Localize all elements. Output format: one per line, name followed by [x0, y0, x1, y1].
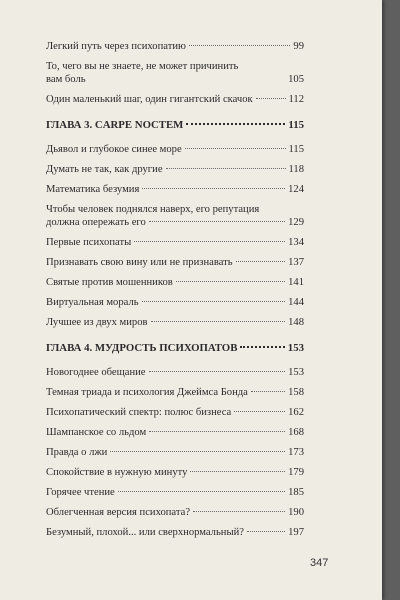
toc-entry-page: 141	[288, 277, 304, 288]
toc-entry-title: Спокойствие в нужную минуту	[46, 467, 188, 478]
toc-entry-title: Лучшее из двух миров	[46, 317, 148, 328]
dot-leader	[186, 123, 285, 125]
toc-entry-page: 148	[288, 317, 304, 328]
toc-entry-title: Первые психопаты	[46, 237, 132, 248]
toc-entry-title: Думать не так, как другие	[46, 164, 163, 175]
toc-entry	[46, 143, 304, 163]
toc-entry-page: 105	[288, 74, 304, 85]
toc-entry	[46, 256, 304, 276]
toc-entry-title: Виртуальная мораль	[46, 297, 139, 308]
chapter-heading	[46, 119, 304, 135]
toc-entry	[46, 526, 304, 546]
toc-entry-title-line2: должна опережать его	[46, 217, 146, 228]
dot-leader	[134, 241, 285, 242]
chapter-page: 115	[288, 119, 304, 131]
toc-entry-title: Легкий путь через психопатию	[46, 41, 186, 52]
toc-entry	[46, 366, 304, 386]
toc-entry-page: 144	[288, 297, 304, 308]
toc-entry	[46, 486, 304, 506]
toc-entry	[46, 296, 304, 316]
toc-entry	[46, 406, 304, 426]
toc-entry-title-line1: Чтобы человек поднялся наверх, его репутация	[46, 204, 260, 215]
dot-leader	[118, 491, 285, 492]
toc-entry-page: 179	[288, 467, 304, 478]
toc-entry-page: 112	[288, 94, 304, 105]
dot-leader	[176, 281, 285, 282]
toc-entry-title-line2: вам боль	[46, 74, 86, 85]
dot-leader	[251, 391, 285, 392]
toc-entry-page: 99	[293, 41, 304, 52]
toc-entry-page: 124	[288, 184, 304, 195]
toc-entry-page: 118	[288, 164, 304, 175]
toc-entry-page: 137	[288, 257, 304, 268]
toc-entry-page: 129	[288, 217, 304, 228]
toc-entry	[46, 276, 304, 296]
dot-leader	[110, 451, 285, 452]
toc-entry-title: Дьявол и глубокое синее море	[46, 144, 182, 155]
toc-entry-title: Святые против мошенников	[46, 277, 173, 288]
toc-entry-title-line1: То, чего вы не знаете, не может причинить	[46, 61, 239, 72]
toc-entry	[46, 203, 304, 236]
chapter-title: ГЛАВА 3. CARPE NOCTEM	[46, 119, 184, 131]
toc-entry	[46, 386, 304, 406]
dot-leader	[193, 511, 285, 512]
toc-entry-title: Безумный, плохой... или сверхнормальный?	[46, 527, 244, 538]
dot-leader	[142, 301, 286, 302]
toc-entry-title: Признавать свою вину или не признавать	[46, 257, 233, 268]
toc-entry-page: 190	[288, 507, 304, 518]
chapter-heading	[46, 342, 304, 358]
toc-entry-page: 153	[288, 367, 304, 378]
toc-entry-page: 168	[288, 427, 304, 438]
toc-entry-page: 115	[288, 144, 304, 155]
toc-entry-page: 158	[288, 387, 304, 398]
dot-leader	[256, 98, 286, 99]
toc-entry-page: 134	[288, 237, 304, 248]
toc-entry-page: 197	[288, 527, 304, 538]
chapter-title: ГЛАВА 4. МУДРОСТЬ ПСИХОПАТОВ	[46, 342, 238, 354]
toc-entry	[46, 466, 304, 486]
dot-leader	[234, 411, 285, 412]
dot-leader	[189, 45, 291, 46]
toc-entry-title: Новогоднее обещание	[46, 367, 146, 378]
toc-entry-title: Шампанское со льдом	[46, 427, 147, 438]
dot-leader	[247, 531, 285, 532]
table-of-contents	[46, 40, 304, 546]
toc-entry-page: 173	[288, 447, 304, 458]
dot-leader	[190, 471, 285, 472]
dot-leader	[142, 188, 285, 189]
toc-entry-title: Облегченная версия психопата?	[46, 507, 191, 518]
toc-entry	[46, 506, 304, 526]
toc-entry-page: 185	[288, 487, 304, 498]
toc-entry	[46, 183, 304, 203]
chapter-page: 153	[287, 342, 304, 354]
toc-entry	[46, 40, 304, 60]
toc-entry	[46, 60, 304, 93]
dot-leader	[151, 321, 286, 322]
dot-leader	[185, 148, 286, 149]
toc-entry	[46, 316, 304, 336]
dot-leader	[149, 221, 285, 222]
toc-entry-page: 162	[288, 407, 304, 418]
toc-entry	[46, 446, 304, 466]
dot-leader	[240, 346, 284, 348]
dot-leader	[166, 168, 286, 169]
toc-entry	[46, 93, 304, 113]
toc-entry-title: Темная триада и психология Джеймса Бонда	[46, 387, 248, 398]
toc-entry-title: Горячее чтение	[46, 487, 115, 498]
toc-entry-title: Математика безумия	[46, 184, 140, 195]
page-number: 347	[310, 557, 329, 569]
dot-leader	[149, 431, 285, 432]
toc-entry	[46, 426, 304, 446]
toc-entry-title: Правда о лжи	[46, 447, 108, 458]
dot-leader	[236, 261, 286, 262]
dot-leader	[149, 371, 286, 372]
toc-entry-title: Один маленький шаг, один гигантский скачок	[46, 94, 253, 105]
toc-entry	[46, 236, 304, 256]
toc-entry-title: Психопатический спектр: полюс бизнеса	[46, 407, 232, 418]
toc-entry	[46, 163, 304, 183]
